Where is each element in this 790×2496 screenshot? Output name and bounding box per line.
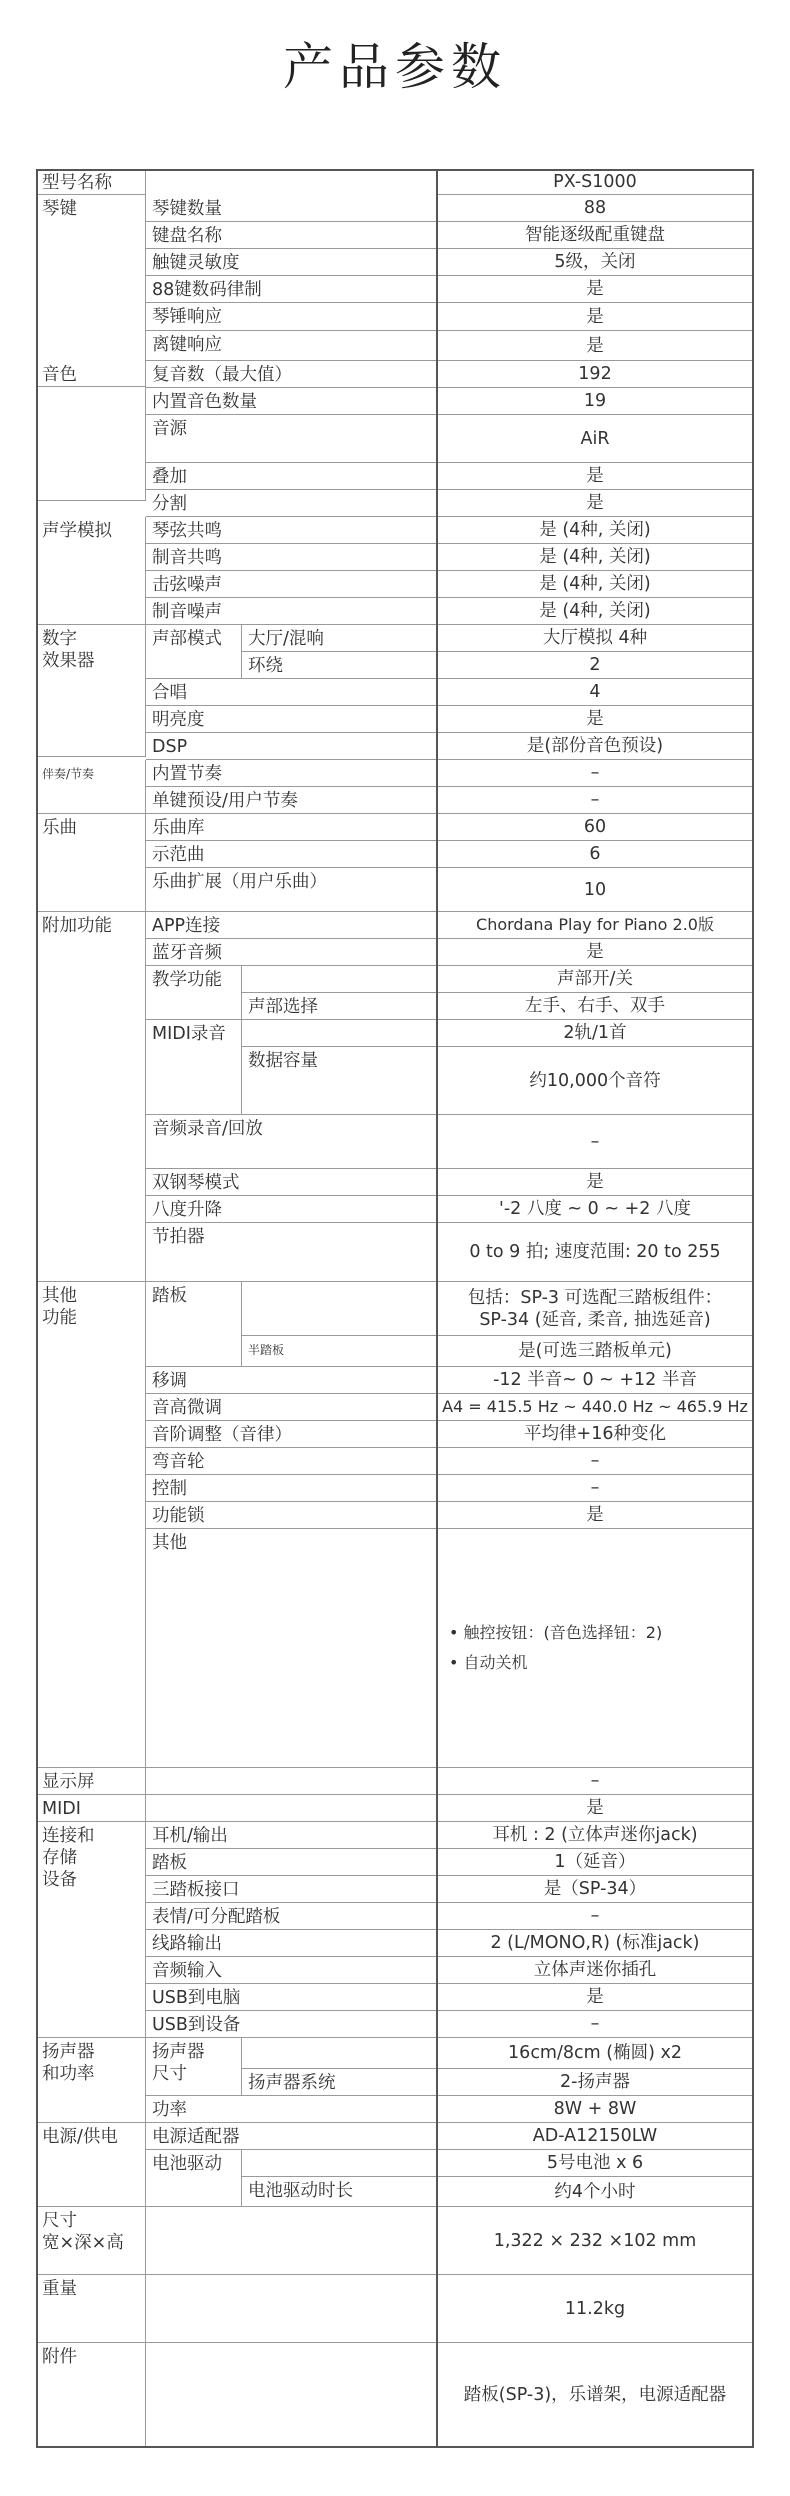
spec-value-cell: 1（延音） bbox=[437, 1849, 754, 1876]
spec-value-cell: 2轨/1首 bbox=[437, 1020, 754, 1047]
spec-name-cell: 叠加 bbox=[146, 463, 437, 490]
spec-value-cell: '-2 八度 ~ 0 ~ +2 八度 bbox=[437, 1196, 754, 1223]
spec-name-cell: USB到电脑 bbox=[146, 1984, 437, 2011]
spec-value-cell: 立体声迷你插孔 bbox=[437, 1957, 754, 1984]
spec-value-cell: 声部开/关 bbox=[437, 966, 754, 993]
spec-value-cell: 是 bbox=[437, 463, 754, 490]
spec-value-cell: AiR bbox=[437, 415, 754, 463]
spec-value-cell: – bbox=[437, 1903, 754, 1930]
spec-name-cell: 内置节奏 bbox=[146, 760, 437, 787]
spec-name-cell bbox=[146, 1795, 437, 1822]
spec-value-cell: -12 半音~ 0 ~ +12 半音 bbox=[437, 1367, 754, 1394]
category-cell: 尺寸 宽×深×高 bbox=[36, 2207, 146, 2275]
category-cell: 扬声器 和功率 bbox=[36, 2038, 146, 2123]
spec-name-cell: 音频输入 bbox=[146, 1957, 437, 1984]
sub-spec-cell bbox=[242, 1282, 437, 1336]
spec-value-cell: 是 bbox=[437, 939, 754, 966]
spec-value-cell: 是 bbox=[437, 303, 754, 331]
spec-name-cell: 踏板 bbox=[146, 1282, 242, 1367]
spec-name-cell: 表情/可分配踏板 bbox=[146, 1903, 437, 1930]
category-cell: 琴键 bbox=[36, 195, 146, 387]
spec-name-cell: 踏板 bbox=[146, 1849, 437, 1876]
spec-name-cell: 耳机/输出 bbox=[146, 1822, 437, 1849]
sub-spec-cell: 大厅/混响 bbox=[242, 625, 437, 652]
sub-spec-cell bbox=[242, 2038, 437, 2069]
spec-value-cell: 左手、右手、双手 bbox=[437, 993, 754, 1020]
spec-value-cell: 是 bbox=[437, 331, 754, 361]
spec-value-cell: – bbox=[437, 1448, 754, 1475]
spec-value-cell: 是 bbox=[437, 1984, 754, 2011]
spec-name-cell: 制音共鸣 bbox=[146, 544, 437, 571]
spec-value-cell: 是 bbox=[437, 490, 754, 517]
column-divider bbox=[436, 169, 438, 2448]
spec-name-cell: 控制 bbox=[146, 1475, 437, 1502]
spec-value-cell: 16cm/8cm (椭圆) x2 bbox=[437, 2038, 754, 2069]
spec-name-cell: 音频录音/回放 bbox=[146, 1115, 437, 1169]
sub-spec-cell: 环绕 bbox=[242, 652, 437, 679]
spec-name-cell bbox=[146, 2207, 437, 2275]
spec-name-cell: APP连接 bbox=[146, 912, 437, 939]
spec-value-cell: 4 bbox=[437, 679, 754, 706]
spec-name-cell: 音高微调 bbox=[146, 1394, 437, 1421]
spec-name-cell: 电池驱动 bbox=[146, 2150, 242, 2207]
spec-value-cell: PX-S1000 bbox=[437, 169, 754, 195]
spec-name-cell: 功率 bbox=[146, 2096, 437, 2123]
spec-value-cell: 5号电池 x 6 bbox=[437, 2150, 754, 2177]
category-cell: 伴奏/节奏 bbox=[36, 760, 146, 814]
spec-name-cell: 其他 bbox=[146, 1529, 437, 1768]
spec-value-cell: 10 bbox=[437, 868, 754, 912]
sub-spec-cell: 扬声器系统 bbox=[242, 2069, 437, 2096]
spec-name-cell bbox=[146, 1768, 437, 1795]
spec-value-cell: 是 (4种, 关闭) bbox=[437, 598, 754, 625]
spec-value-cell: 智能逐级配重键盘 bbox=[437, 222, 754, 249]
spec-name-cell: 声部模式 bbox=[146, 625, 242, 679]
spec-name-cell: 分割 bbox=[146, 490, 437, 517]
spec-name-cell: 88键数码律制 bbox=[146, 276, 437, 303]
spec-value-cell: – bbox=[437, 1115, 754, 1169]
spec-value-cell: 8W + 8W bbox=[437, 2096, 754, 2123]
category-cell: 数字 效果器 bbox=[36, 625, 146, 757]
spec-value-cell bbox=[437, 1529, 754, 1768]
spec-value-cell: 约10,000个音符 bbox=[437, 1047, 754, 1115]
spec-name-cell: 复音数（最大值） bbox=[146, 361, 437, 388]
spec-name-cell: 离键响应 bbox=[146, 331, 437, 361]
spec-value-cell: 是 bbox=[437, 1795, 754, 1822]
spec-value-cell: 是 (4种, 关闭) bbox=[437, 517, 754, 544]
spec-value-cell: 是(可选三踏板单元) bbox=[437, 1336, 754, 1367]
spec-name-cell: USB到设备 bbox=[146, 2011, 437, 2038]
spec-name-cell: 移调 bbox=[146, 1367, 437, 1394]
spec-value-cell: 大厅模拟 4种 bbox=[437, 625, 754, 652]
sub-spec-cell: 半踏板 bbox=[242, 1336, 437, 1367]
category-cell: 附加功能 bbox=[36, 912, 146, 1282]
spec-name-cell: 音阶调整（音律） bbox=[146, 1421, 437, 1448]
spec-value-cell: 192 bbox=[437, 361, 754, 388]
category-cell: 电源/供电 bbox=[36, 2123, 146, 2207]
category-cell: 乐曲 bbox=[36, 814, 146, 912]
spec-value-cell: 是（SP-34） bbox=[437, 1876, 754, 1903]
spec-name-cell: MIDI录音 bbox=[146, 1020, 242, 1115]
spec-name-cell: 乐曲扩展（用户乐曲） bbox=[146, 868, 437, 912]
spec-name-cell: 八度升降 bbox=[146, 1196, 437, 1223]
spec-name-cell: 制音噪声 bbox=[146, 598, 437, 625]
spec-name-cell: 单键预设/用户节奏 bbox=[146, 787, 437, 814]
spec-value-cell: 2 (L/MONO,R) (标准jack) bbox=[437, 1930, 754, 1957]
spec-value-cell: 是 (4种, 关闭) bbox=[437, 544, 754, 571]
spec-value-cell: 耳机 : 2 (立体声迷你jack) bbox=[437, 1822, 754, 1849]
spec-value-cell: 5级，关闭 bbox=[437, 249, 754, 276]
spec-name-cell: 功能锁 bbox=[146, 1502, 437, 1529]
spec-value-cell: 是(部份音色预设) bbox=[437, 733, 754, 760]
spec-value-cell: A4 = 415.5 Hz ~ 440.0 Hz ~ 465.9 Hz bbox=[437, 1394, 754, 1421]
spec-value-cell: 是 bbox=[437, 706, 754, 733]
list-item: • 自动关机 bbox=[449, 1653, 528, 1672]
spec-table bbox=[36, 169, 754, 2448]
spec-value-cell: 约4个小时 bbox=[437, 2177, 754, 2207]
spec-name-cell: 线路输出 bbox=[146, 1930, 437, 1957]
sub-spec-cell bbox=[242, 2150, 437, 2177]
spec-value-cell: 是 bbox=[437, 1169, 754, 1196]
spec-name-cell: 击弦噪声 bbox=[146, 571, 437, 598]
spec-value-cell: – bbox=[437, 760, 754, 787]
spec-value-cell: 是 bbox=[437, 1502, 754, 1529]
spec-name-cell: 触键灵敏度 bbox=[146, 249, 437, 276]
spec-value-cell: 0 to 9 拍; 速度范围: 20 to 255 bbox=[437, 1223, 754, 1282]
spec-name-cell: 合唱 bbox=[146, 679, 437, 706]
spec-value-cell: 2 bbox=[437, 652, 754, 679]
sub-spec-cell: 电池驱动时长 bbox=[242, 2177, 437, 2207]
category-cell: 重量 bbox=[36, 2275, 146, 2343]
category-cell: 型号名称 bbox=[36, 169, 146, 195]
spec-name-cell: 双钢琴模式 bbox=[146, 1169, 437, 1196]
sub-spec-cell: 声部选择 bbox=[242, 993, 437, 1020]
category-cell: 声学模拟 bbox=[36, 517, 146, 625]
list-item: • 触控按钮：(音色选择钮：2) bbox=[449, 1623, 663, 1642]
spec-value-cell: AD-A12150LW bbox=[437, 2123, 754, 2150]
spec-name-cell: 扬声器 尺寸 bbox=[146, 2038, 242, 2096]
spec-value-cell: – bbox=[437, 787, 754, 814]
category-cell: 其他 功能 bbox=[36, 1282, 146, 1768]
spec-value-cell: 19 bbox=[437, 388, 754, 415]
spec-name-cell: 三踏板接口 bbox=[146, 1876, 437, 1903]
category-cell: 连接和 存储 设备 bbox=[36, 1822, 146, 2038]
sub-spec-cell bbox=[242, 1020, 437, 1047]
spec-name-cell: 琴键数量 bbox=[146, 195, 437, 222]
category-cell: 显示屏 bbox=[36, 1768, 146, 1795]
spec-value-cell: 11.2kg bbox=[437, 2275, 754, 2343]
spec-value-cell: – bbox=[437, 1768, 754, 1795]
spec-name-cell: 示范曲 bbox=[146, 841, 437, 868]
spec-value-cell: – bbox=[437, 1475, 754, 1502]
spec-name-cell: 内置音色数量 bbox=[146, 388, 437, 415]
category-cell: 附件 bbox=[36, 2343, 146, 2448]
spec-value-cell: – bbox=[437, 2011, 754, 2038]
spec-name-cell: 琴弦共鸣 bbox=[146, 517, 437, 544]
spec-name-cell bbox=[146, 2343, 437, 2448]
page-title: 产品参数 bbox=[283, 38, 507, 96]
spec-name-cell bbox=[146, 2275, 437, 2343]
spec-name-cell: 乐曲库 bbox=[146, 814, 437, 841]
spec-name-cell: 键盘名称 bbox=[146, 222, 437, 249]
spec-name-cell: 节拍器 bbox=[146, 1223, 437, 1282]
spec-name-cell: 电源适配器 bbox=[146, 2123, 437, 2150]
other-features-list bbox=[449, 1618, 662, 1678]
spec-value-cell: 平均律+16种变化 bbox=[437, 1421, 754, 1448]
spec-value-cell: 60 bbox=[437, 814, 754, 841]
spec-name-cell: DSP bbox=[146, 733, 437, 760]
spec-value-cell: 1,322 × 232 ×102 mm bbox=[437, 2207, 754, 2275]
category-cell: MIDI bbox=[36, 1795, 146, 1822]
spec-name-cell: 琴锤响应 bbox=[146, 303, 437, 331]
spec-value-cell: 2-扬声器 bbox=[437, 2069, 754, 2096]
sub-spec-cell: 数据容量 bbox=[242, 1047, 437, 1115]
spec-name-cell: 明亮度 bbox=[146, 706, 437, 733]
spec-name-cell: 音源 bbox=[146, 415, 437, 463]
spec-value-cell: 6 bbox=[437, 841, 754, 868]
spec-name-cell: 教学功能 bbox=[146, 966, 242, 1020]
sub-spec-cell bbox=[242, 966, 437, 993]
spec-value-cell: 踏板(SP-3)，乐谱架，电源适配器 bbox=[437, 2343, 754, 2448]
spec-value-cell: 包括：SP-3 可选配三踏板组件： SP-34 (延音, 柔音, 抽选延音) bbox=[437, 1282, 754, 1336]
spec-name-cell: 蓝牙音频 bbox=[146, 939, 437, 966]
spec-name-cell: 弯音轮 bbox=[146, 1448, 437, 1475]
category-cell: 音色 bbox=[36, 361, 146, 501]
spec-value-cell: Chordana Play for Piano 2.0版 bbox=[437, 912, 754, 939]
spec-value-cell: 是 (4种, 关闭) bbox=[437, 571, 754, 598]
spec-value-cell: 88 bbox=[437, 195, 754, 222]
spec-value-cell: 是 bbox=[437, 276, 754, 303]
